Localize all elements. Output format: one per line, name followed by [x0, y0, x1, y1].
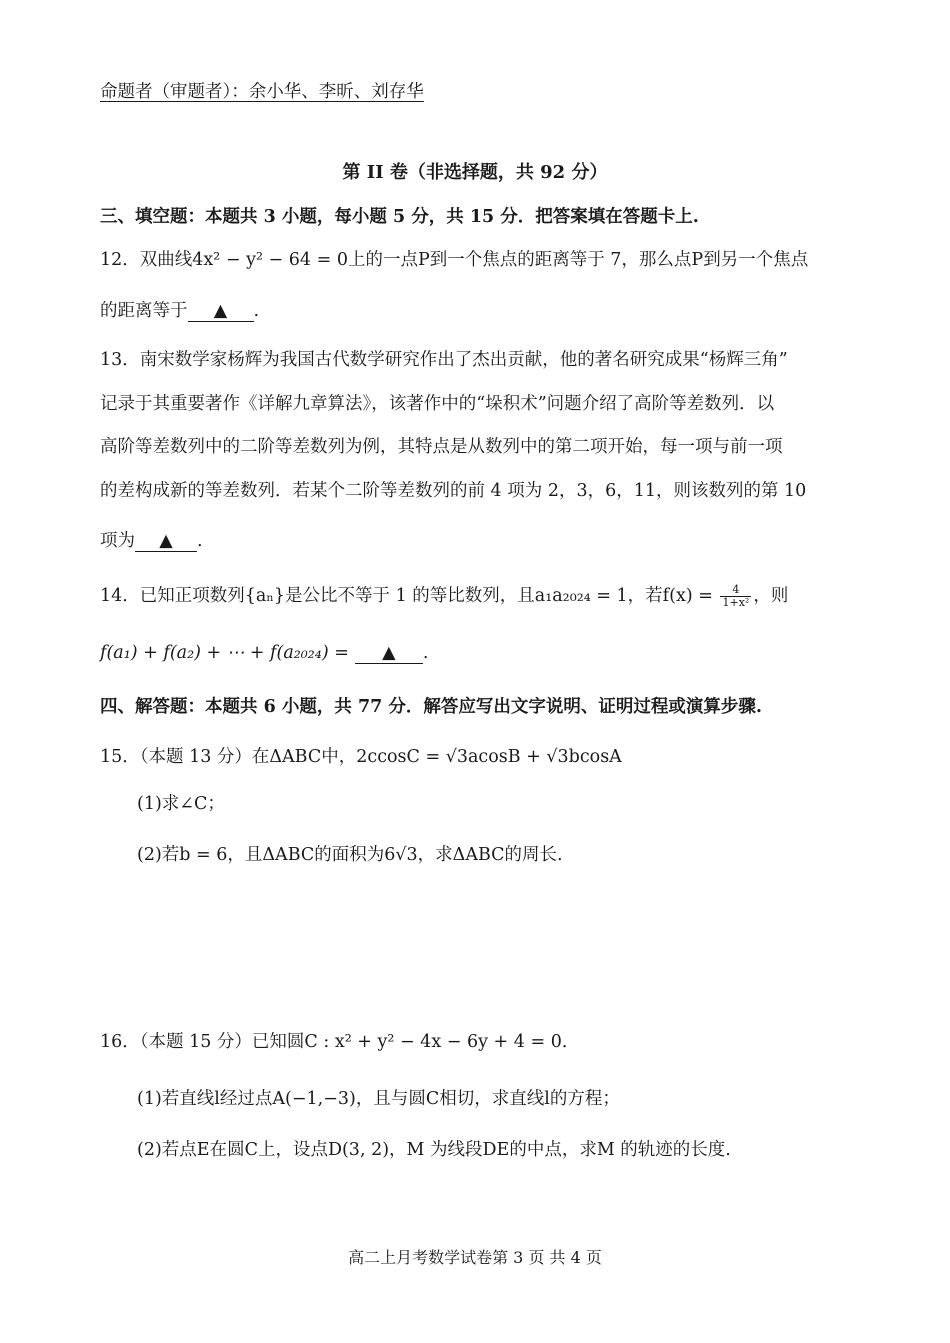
- q13-answer-blank: ▲: [135, 531, 197, 552]
- q16-sub2: (2)若点E在圆C上，设点D(3, 2)，M 为线段DE的中点，求M 的轨迹的长度.: [137, 1140, 731, 1160]
- author-line: 命题者（审题者）：余小华、李昕、刘存华: [100, 82, 424, 102]
- q14-suffix: .: [422, 643, 429, 663]
- page-footer: 高二上月考数学试卷第 3 页 共 4 页: [348, 1248, 602, 1267]
- q14-frac-denominator: 1+x²: [722, 596, 750, 609]
- q12-prefix: 的距离等于: [100, 301, 188, 321]
- q15-sub2: (2)若b = 6，且ΔABC的面积为6√3，求ΔABC的周长.: [137, 845, 563, 865]
- q13-line4: 的差构成新的等差数列．若某个二阶等差数列的前 4 项为 2，3，6，11，则该数列的第 10: [100, 481, 807, 501]
- q13-line3: 高阶等差数列中的二阶等差数列为例，其特点是从数列中的第二项开始，每一项与前一项: [100, 437, 783, 457]
- q12-line2: [100, 297, 259, 322]
- q13-line2: 记录于其重要著作《详解九章算法》，该著作中的“垛积术”问题介绍了高阶等差数列．以: [100, 394, 775, 414]
- q14-line1: [100, 582, 788, 609]
- q12-suffix: .: [253, 301, 260, 321]
- q14-line2: [100, 643, 428, 664]
- q12-line1: 12．双曲线4x² − y² − 64 = 0上的一点P到一个焦点的距离等于 7，那么点P到另一个焦点: [100, 250, 809, 270]
- q14-frac-numerator: 4: [720, 584, 751, 597]
- q12-answer-blank: ▲: [188, 301, 254, 322]
- q13-suffix: .: [197, 531, 203, 551]
- section-title: 第 II 卷（非选择题，共 92 分）: [342, 162, 608, 183]
- q16-sub1: (1)若直线l经过点A(−1,−3)，且与圆C相切，求直线l的方程；: [137, 1089, 620, 1109]
- part3-heading: 三、填空题：本题共 3 小题，每小题 5 分，共 15 分．把答案填在答题卡上.: [100, 207, 699, 227]
- q15-stem: 15．（本题 13 分）在ΔABC中，2ccosC = √3acosB + √3bcosA: [100, 747, 622, 767]
- q14-fraction: [720, 584, 751, 609]
- q16-stem: 16．（本题 15 分）已知圆C : x² + y² − 4x − 6y + 4 = 0．: [100, 1032, 580, 1052]
- q13-line5: [100, 527, 203, 552]
- q14-stem: 14．已知正项数列{aₙ}是公比不等于 1 的等比数列，且a₁a₂₀₂₄ = 1，若f(x) =: [100, 586, 713, 606]
- part4-heading: 四、解答题：本题共 6 小题，共 77 分．解答应写出文字说明、证明过程或演算步骤.: [100, 697, 762, 717]
- q14-stem-tail: ，则: [753, 586, 789, 606]
- q13-line1: 13．南宋数学家杨辉为我国古代数学研究作出了杰出贡献，他的著名研究成果“杨辉三角”: [100, 350, 788, 370]
- q13-prefix: 项为: [100, 531, 135, 551]
- q14-answer-blank: ▲: [355, 643, 423, 664]
- q15-sub1: (1)求∠C；: [137, 794, 225, 814]
- q14-sum-expression: f(a₁) + f(a₂) + ⋯ + f(a₂₀₂₄) =: [100, 643, 349, 663]
